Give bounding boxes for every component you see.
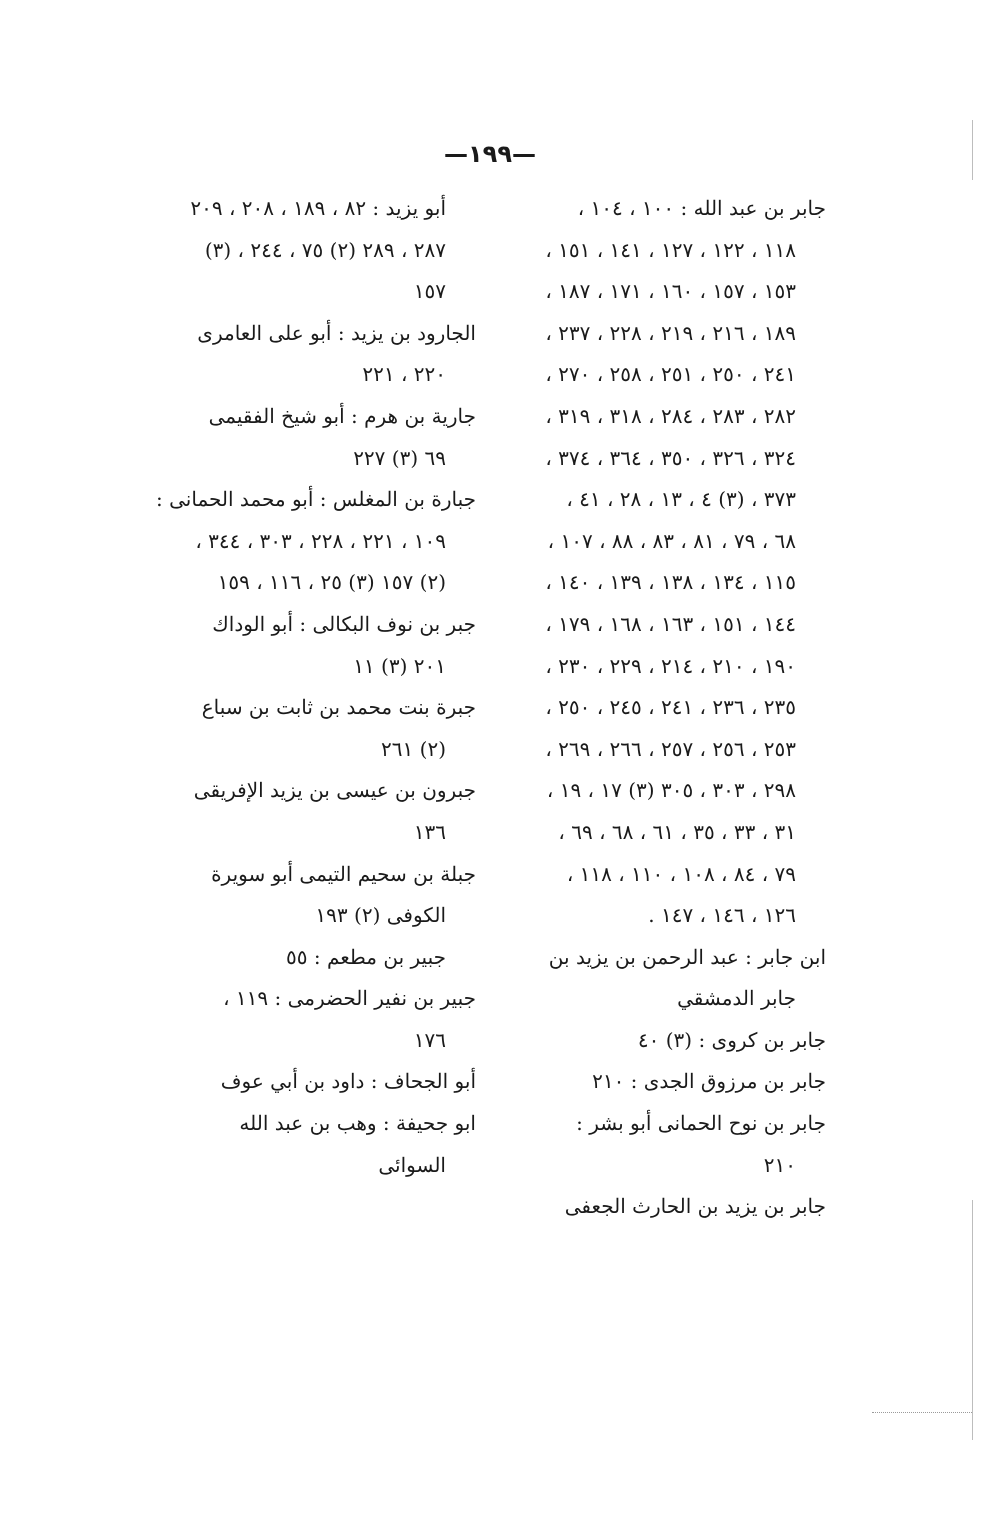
- index-entry-line: جابر بن مرزوق الجدى : ٢١٠: [592, 1069, 826, 1094]
- index-entry-line: ابو جحيفة : وهب بن عبد الله: [239, 1111, 476, 1136]
- index-entry-line: جبير بن نفير الحضرمى : ١١٩ ،: [223, 986, 476, 1011]
- index-entry-line: ١٠٩ ، ٢٢١ ، ٢٢٨ ، ٣٠٣ ، ٣٤٤ ،: [195, 528, 446, 553]
- index-entry-line: جارية بن هرم : أبو شيخ الفقيمى: [208, 403, 476, 428]
- index-entry-line: ٣٧٣ ، (٣) ٤ ، ١٣ ، ٢٨ ، ٤١ ،: [566, 487, 796, 512]
- index-entry-line: ١٧٦: [413, 1027, 446, 1052]
- bottom-dotted-rule: [872, 1412, 972, 1413]
- index-entry-line: ١٤٤ ، ١٥١ ، ١٦٣ ، ١٦٨ ، ١٧٩ ،: [545, 611, 796, 636]
- margin-line: [972, 1200, 973, 1440]
- index-entry-line: ٢٨٢ ، ٢٨٣ ، ٢٨٤ ، ٣١٨ ، ٣١٩ ،: [545, 403, 796, 428]
- index-entry-line: جبارة بن المغلس : أبو محمد الحمانى :: [156, 487, 476, 512]
- index-entry-line: (٢) ٢٦١: [381, 736, 446, 761]
- index-entry-line: ٢٤١ ، ٢٥٠ ، ٢٥١ ، ٢٥٨ ، ٢٧٠ ،: [545, 362, 796, 387]
- index-entry-line: ١١٥ ، ١٣٤ ، ١٣٨ ، ١٣٩ ، ١٤٠ ،: [545, 570, 796, 595]
- index-entry-line: ٣١ ، ٣٣ ، ٣٥ ، ٦١ ، ٦٨ ، ٦٩ ،: [558, 819, 796, 844]
- index-entry-line: ١٥٧: [413, 279, 446, 304]
- index-entry-line: ١٩٠ ، ٢١٠ ، ٢١٤ ، ٢٢٩ ، ٢٣٠ ،: [545, 653, 796, 678]
- index-entry-line: ٢٨٧ ، ٢٨٩ (٢) ٧٥ ، ٢٤٤ ، (٣): [204, 237, 446, 262]
- margin-line: [972, 120, 973, 180]
- index-entry-line: السوائى: [378, 1152, 446, 1177]
- index-entry-line: ١١٨ ، ١٢٢ ، ١٢٧ ، ١٤١ ، ١٥١ ،: [545, 237, 796, 262]
- index-entry-line: جابر بن نوح الحمانى أبو بشر :: [576, 1111, 826, 1136]
- index-entry-line: جابر الدمشقي: [677, 986, 796, 1011]
- index-entry-line: ٢٩٨ ، ٣٠٣ ، ٣٠٥ (٣) ١٧ ، ١٩ ،: [546, 778, 796, 803]
- index-entry-line: ٣٢٤ ، ٣٢٦ ، ٣٥٠ ، ٣٦٤ ، ٣٧٤ ،: [545, 445, 796, 470]
- right-column: [506, 188, 826, 1228]
- index-entry-line: ٢٣٥ ، ٢٣٦ ، ٢٤١ ، ٢٤٥ ، ٢٥٠ ،: [545, 695, 796, 720]
- index-entry-line: ١٢٦ ، ١٤٦ ، ١٤٧ .: [648, 903, 796, 928]
- index-entry-line: أبو الجحاف : داود بن أبي عوف: [220, 1069, 476, 1094]
- index-entry-line: جبرون بن عيسى بن يزيد الإفريقى: [193, 778, 476, 803]
- index-entry-line: أبو يزيد : ٨٢ ، ١٨٩ ، ٢٠٨ ، ٢٠٩: [190, 196, 446, 220]
- index-entry-line: جبير بن مطعم : ٥٥: [286, 944, 446, 969]
- index-entry-line: ابن جابر : عبد الرحمن بن يزيد بن: [548, 944, 826, 969]
- index-entry-line: الجارود بن يزيد : أبو على العامرى: [197, 320, 476, 345]
- index-entry-line: (٢) ١٥٧ (٣) ٢٥ ، ١١٦ ، ١٥٩: [217, 570, 446, 595]
- index-entry-line: ٧٩ ، ٨٤ ، ١٠٨ ، ١١٠ ، ١١٨ ،: [566, 861, 796, 886]
- index-entry-line: ٢٢٠ ، ٢٢١: [362, 362, 446, 387]
- left-column: [146, 188, 476, 1186]
- index-entry-line: ١٥٣ ، ١٥٧ ، ١٦٠ ، ١٧١ ، ١٨٧ ،: [545, 279, 796, 304]
- index-entry-line: ١٣٦: [413, 819, 446, 844]
- index-entry-line: جبر بن نوف البكالى : أبو الوداك: [212, 611, 476, 636]
- index-entry-line: ٢٠١ (٣) ١١: [353, 653, 446, 678]
- index-entry-line: ٦٨ ، ٧٩ ، ٨١ ، ٨٣ ، ٨٨ ، ١٠٧ ،: [547, 528, 796, 553]
- index-entry-line: الكوفى (٢) ١٩٣: [315, 903, 446, 928]
- index-entry-line: جبرة بنت محمد بن ثابت بن سباع: [201, 695, 476, 720]
- index-entry-line: ٢١٠: [763, 1152, 796, 1177]
- page-number: —١٩٩—: [444, 140, 536, 168]
- index-entry-line: ٦٩ (٣) ٢٢٧: [353, 445, 446, 470]
- index-entry-line: جابر بن كروى : (٣) ٤٠: [637, 1027, 826, 1052]
- index-entry-line: جبلة بن سحيم التيمى أبو سويرة: [211, 861, 476, 886]
- index-entry-line: ٢٥٣ ، ٢٥٦ ، ٢٥٧ ، ٢٦٦ ، ٢٦٩ ،: [545, 736, 796, 761]
- index-entry-line: جابر بن عبد الله : ١٠٠ ، ١٠٤ ،: [577, 196, 826, 220]
- index-entry-line: جابر بن يزيد بن الحارث الجعفى: [564, 1194, 826, 1219]
- index-entry-line: ١٨٩ ، ٢١٦ ، ٢١٩ ، ٢٢٨ ، ٢٣٧ ،: [545, 320, 796, 345]
